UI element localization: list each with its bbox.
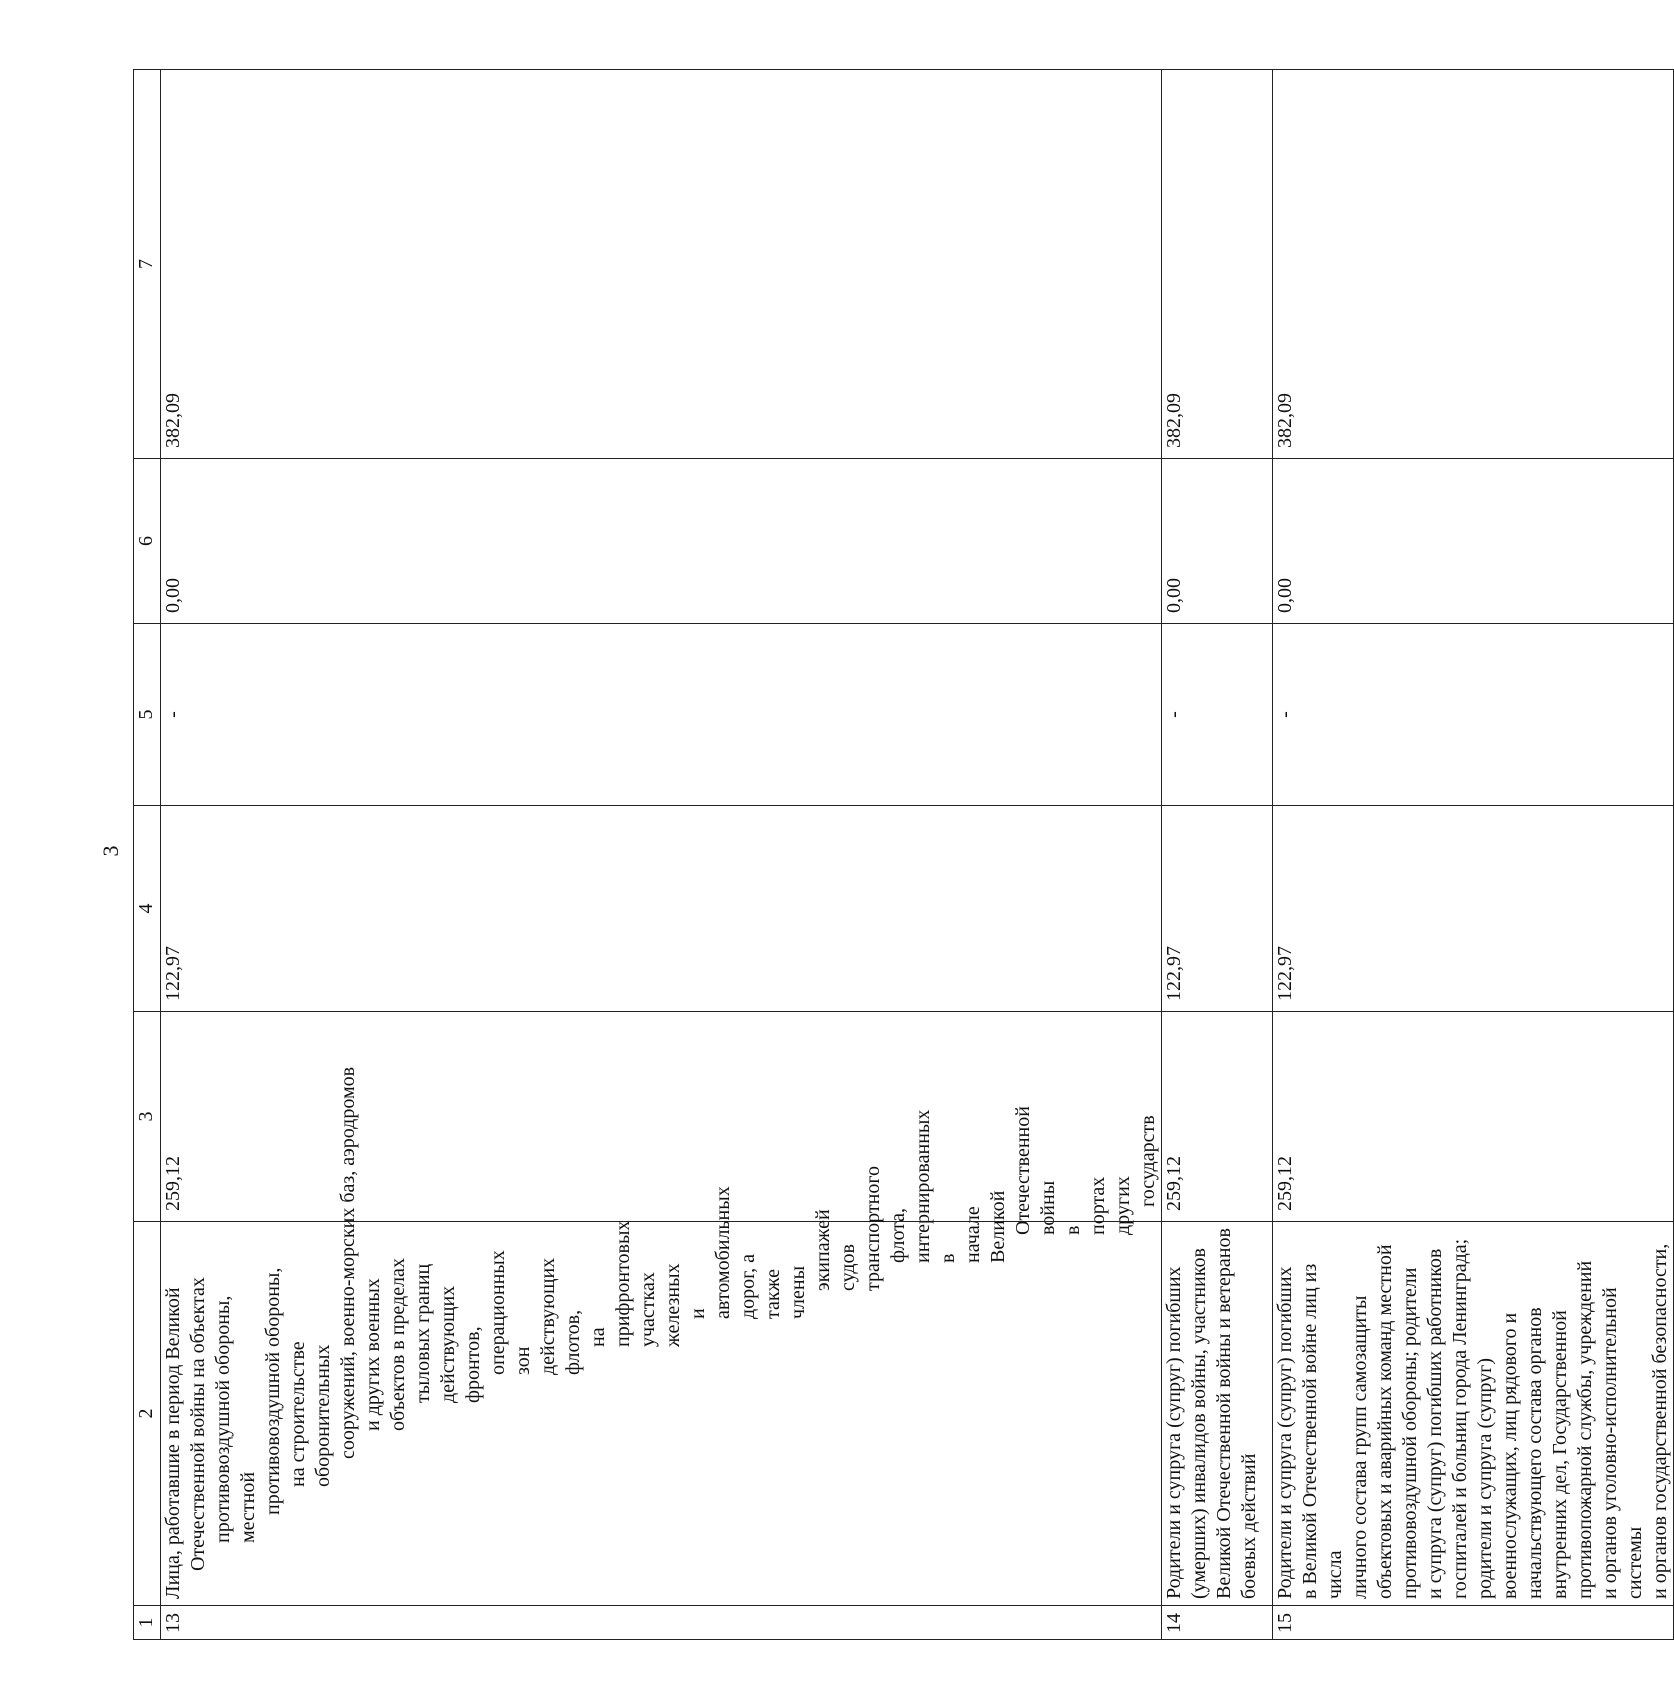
description-line: военнослужащих, лиц рядового и xyxy=(1499,1312,1521,1599)
header-col-6: 6 xyxy=(134,459,161,624)
value-col-3: 259,12 xyxy=(161,1012,1162,1222)
description-line: экипажей судов транспортного xyxy=(812,1165,884,1291)
description-line: личного состава групп самозащиты xyxy=(1349,1295,1371,1599)
description-line: боевых действий xyxy=(1238,1453,1260,1599)
value-col-7: 382,09 xyxy=(1162,70,1273,459)
value-col-4: 122,97 xyxy=(161,806,1162,1012)
value-col-4: 122,97 xyxy=(1273,806,1674,1012)
description-line: Лица, работавшие в период Великой xyxy=(162,1287,184,1599)
description-line: в Великой Отечественной войне лиц из числа xyxy=(1299,1263,1346,1599)
description-line: противопожарной службы, учреждений xyxy=(1574,1260,1596,1599)
value-col-4: 122,97 xyxy=(1162,806,1273,1012)
description-line: Великой Отечественной войны и ветеранов xyxy=(1213,1228,1235,1599)
value-col-5: - xyxy=(1273,624,1674,806)
value-col-6: 0,00 xyxy=(1273,459,1674,624)
value-col-3: 259,12 xyxy=(1162,1012,1273,1222)
header-col-1: 1 xyxy=(134,1606,161,1640)
benefits-table-wrapper xyxy=(133,70,1671,1640)
description-line: флота, интернированных в начале Великой xyxy=(887,1109,1009,1263)
description-line: Отечественной войны на объектах xyxy=(187,1277,209,1571)
description-line: Родители и супруга (супруг) погибших xyxy=(1274,1266,1296,1599)
value-col-5: - xyxy=(1162,624,1273,806)
header-col-4: 4 xyxy=(134,806,161,1012)
table-row xyxy=(161,70,1162,1640)
description-line: госпиталей и больниц города Ленинграда; xyxy=(1449,1238,1471,1599)
description-line: на прифронтовых участках железных xyxy=(587,1220,684,1347)
header-row xyxy=(134,70,161,1640)
description-line: (умерших) инвалидов войны, участников xyxy=(1188,1248,1210,1599)
description-line: внутренних дел, Государственной xyxy=(1549,1310,1571,1599)
row-description xyxy=(1162,1222,1273,1606)
description-line: Родители и супруга (супруг) погибших xyxy=(1163,1266,1185,1599)
header-col-7: 7 xyxy=(134,70,161,459)
description-line: родители и супруга (супруг) xyxy=(1474,1357,1496,1599)
header-col-3: 3 xyxy=(134,1012,161,1222)
row-number: 15 xyxy=(1273,1606,1674,1640)
value-col-3: 259,12 xyxy=(1273,1012,1674,1222)
description-line: и органов государственной безопасности, xyxy=(1649,1243,1671,1599)
value-col-6: 0,00 xyxy=(1162,459,1273,624)
description-line: и супруга (супруг) погибших работников xyxy=(1424,1248,1446,1599)
description-line: государств xyxy=(1137,1115,1159,1207)
page-number: 3 xyxy=(98,845,123,857)
value-col-6: 0,00 xyxy=(161,459,1162,624)
description-line: и других военных объектов в пределах xyxy=(362,1258,409,1431)
value-col-7: 382,09 xyxy=(1273,70,1674,459)
header-col-2: 2 xyxy=(134,1222,161,1606)
description-line: операционных зон действующих флотов, xyxy=(487,1250,584,1375)
description-line: Отечественной войны в портах других xyxy=(1012,1106,1134,1235)
description-line: противовоздушной обороны; родители xyxy=(1399,1267,1421,1599)
description-line: тыловых границ действующих фронтов, xyxy=(412,1263,484,1403)
benefits-table xyxy=(133,69,1674,1640)
row-number: 13 xyxy=(161,1606,1162,1640)
row-description xyxy=(1273,1222,1674,1606)
row-number: 14 xyxy=(1162,1606,1273,1640)
description-line: противовоздушной обороны, местной xyxy=(212,1295,259,1543)
description-line: и органов уголовно-исполнительной системы xyxy=(1599,1287,1646,1599)
description-line: противовоздушной обороны, xyxy=(262,1267,284,1515)
value-col-7: 382,09 xyxy=(161,70,1162,459)
description-line: и автомобильных дорог, а также члены xyxy=(687,1186,809,1319)
table-row xyxy=(1162,70,1273,1640)
header-col-5: 5 xyxy=(134,624,161,806)
description-line: начальствующего состава органов xyxy=(1524,1307,1546,1599)
description-line: на строительстве оборонительных xyxy=(287,1341,334,1487)
value-col-5: - xyxy=(161,624,1162,806)
table-row xyxy=(1273,70,1674,1640)
description-line: сооружений, военно-морских баз, аэродромов xyxy=(337,1066,359,1459)
description-line: объектовых и аварийных команд местной xyxy=(1374,1244,1396,1599)
